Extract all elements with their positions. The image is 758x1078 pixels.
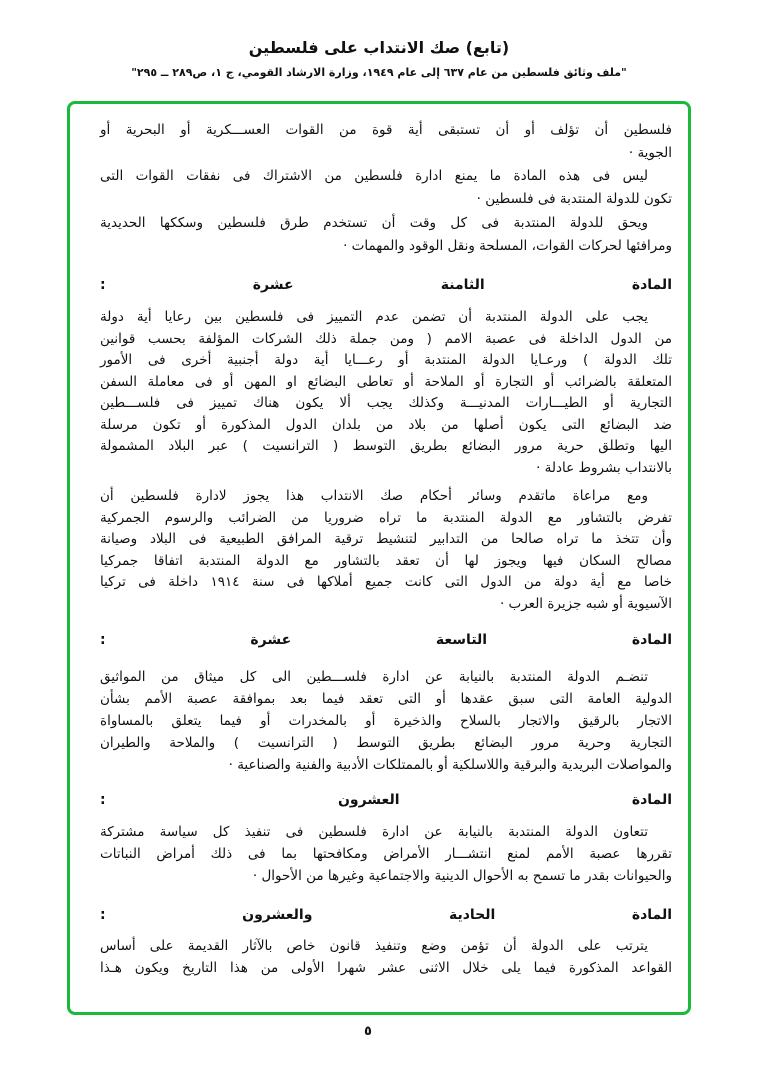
text-line: تفرض بالتشاور مع الدولة المنتدبة ما تراه ضروريا من الضرائب والرسوم الجمركية xyxy=(100,509,672,526)
text-line: الدولية العامة التى سبق عقدها أو التى تعقد فيما بعد بموافقة عصبة الأمم بشأن xyxy=(100,691,672,707)
text-line: تلك الدولة ) ورعـايا الدولة المنتدبة أو رعـــايا أية دولة أجنبية أخرى فى الأمور xyxy=(100,352,672,368)
text-line: الجوية · xyxy=(628,145,672,161)
heading-text: المادة العشرون : xyxy=(100,792,672,808)
paragraph xyxy=(100,935,672,979)
text-line: الآسيوية أو شبه جزيرة العرب · xyxy=(499,595,672,612)
article-heading xyxy=(100,904,672,926)
paragraph xyxy=(100,119,672,165)
heading-text: المادة الثامنة عشرة : xyxy=(100,277,672,293)
text-line: تنضـم الدولة المنتدبة بالنيابة عن ادارة فلســـطين الى كل ميثاق من المواثيق xyxy=(100,669,648,685)
text-line: يجب على الدولة المنتدبة أن تضمن عدم التمييز فى فلسطين بين رعايا أية دولة xyxy=(100,309,648,325)
text-line: خاصا مع أية دولة من الدول التى كانت جميع أملاكها فى سنة ١٩١٤ داخلة فى تركيا xyxy=(100,574,672,590)
paragraph xyxy=(100,165,672,211)
text-line: فلسطين أن تؤلف أو أن تستبقى أية قوة من القوات العســـكرية أو البحرية أو xyxy=(100,122,672,138)
source-citation: "ملف وثائق فلسطين من عام ٦٣٧ إلى عام ١٩٤٩، وزارة الارشاد القومي، ج ١، ص٢٨٩ ــ ٢٩٥" xyxy=(131,66,627,79)
text-line: يترتب على الدولة أن تؤمن وضع وتنفيذ قانون خاص بالآثار القديمة على أساس xyxy=(100,938,648,954)
text-line: تتعاون الدولة المنتدبة بالنيابة عن ادارة فلسطين فى تنفيذ كل سياسة مشتركة xyxy=(100,824,648,840)
text-line: ومع مراعاة ماتقدم وسائر أحكام صك الانتداب هذا يجوز لادارة فلسطين أن xyxy=(100,488,648,504)
text-line: والحيوانات بقدر ما تسمح به الأحوال الدينية والاجتماعية وغيرها من الأحوال · xyxy=(252,868,672,884)
heading-text: المادة الحادية والعشرون : xyxy=(100,907,672,923)
paragraph xyxy=(100,212,672,258)
text-line: المتعلقة بالضرائب أو التجارة أو الملاحة أو تعاطى البضائع او المهن أو فى معاملة السفن xyxy=(100,373,672,390)
text-line: والمواصلات البريدية والبرقية واللاسلكية أو بالممتلكات الأدبية والفنية والصناعية · xyxy=(228,757,672,773)
text-line: بالانتداب بشروط عادلة · xyxy=(536,459,672,476)
paragraph xyxy=(100,666,672,776)
article-heading xyxy=(100,789,672,811)
paragraph xyxy=(100,307,672,479)
text-line: التجارية أو الطيـــارات المدنيـــة وكذلك يجب ألا يكون هناك تمييز فى فلســـطين xyxy=(100,395,672,411)
text-line: من الدول الداخلة فى عصبة الامم ( ومن جملة ذلك الشركات المؤلفة بحسب قوانين xyxy=(100,330,672,347)
text-line: وأن تتخذ ما تراه صالحا من التدابير لتنشيط ترقية المرافق الطبيعية فى البلاد وصيانة xyxy=(100,531,672,547)
article-heading xyxy=(100,274,672,296)
text-line: تكون للدولة المنتدبة فى فلسطين · xyxy=(476,191,672,207)
text-line: ضد البضائع التى يكون أصلها من بلاد من بلدان الدول المذكورة أو تكون مرسلة xyxy=(100,416,672,433)
article-heading xyxy=(100,629,672,651)
text-line: ويحق للدولة المنتدبة فى كل وقت أن تستخدم طرق فلسطين وسككها الحديدية xyxy=(100,215,648,231)
paragraph xyxy=(100,821,672,887)
page-title: (تابع) صك الانتداب على فلسطين xyxy=(248,38,510,57)
text-line: الاتجار بالرقيق والاتجار بالسلاح والذخيرة أو بالمخدرات أو فيما يتعلق بالمساواة xyxy=(100,713,672,729)
text-line: القواعد المذكورة فيما يلى خلال الاثنى عشر شهرا الأولى من هذا التاريخ ويكون هـذا xyxy=(100,960,672,976)
paragraph xyxy=(100,486,672,615)
heading-text: المادة التاسعة عشرة : xyxy=(100,632,672,648)
text-line: ليس فى هذه المادة ما يمنع ادارة فلسطين من الاشتراك فى نفقات القوات التى xyxy=(100,168,648,184)
text-line: مصالح السكان فيها ويجوز لها أن تعقد بالتشاور مع الدولة المنتدبة اتفاقا جمركيا xyxy=(100,552,672,569)
page-number: ٥ xyxy=(364,1024,372,1039)
text-line: ومرافئها لحركات القوات، المسلحة ونقل الوقود والمهمات · xyxy=(343,238,672,254)
text-line: التجارية وحرية مرور البضائع بطريق التوسط ( الترانسيت ) والملاحة والطيران xyxy=(100,735,672,751)
text-line: تقررها عصبة الأمم لمنع انتشـــار الأمراض ومكافحتها بما فى ذلك أمراض النباتات xyxy=(100,846,672,862)
text-line: اليها وتطلق حرية مرور البضائع بطريق التوسط ( الترانسيت ) عبر البلاد المشمولة xyxy=(100,438,672,454)
